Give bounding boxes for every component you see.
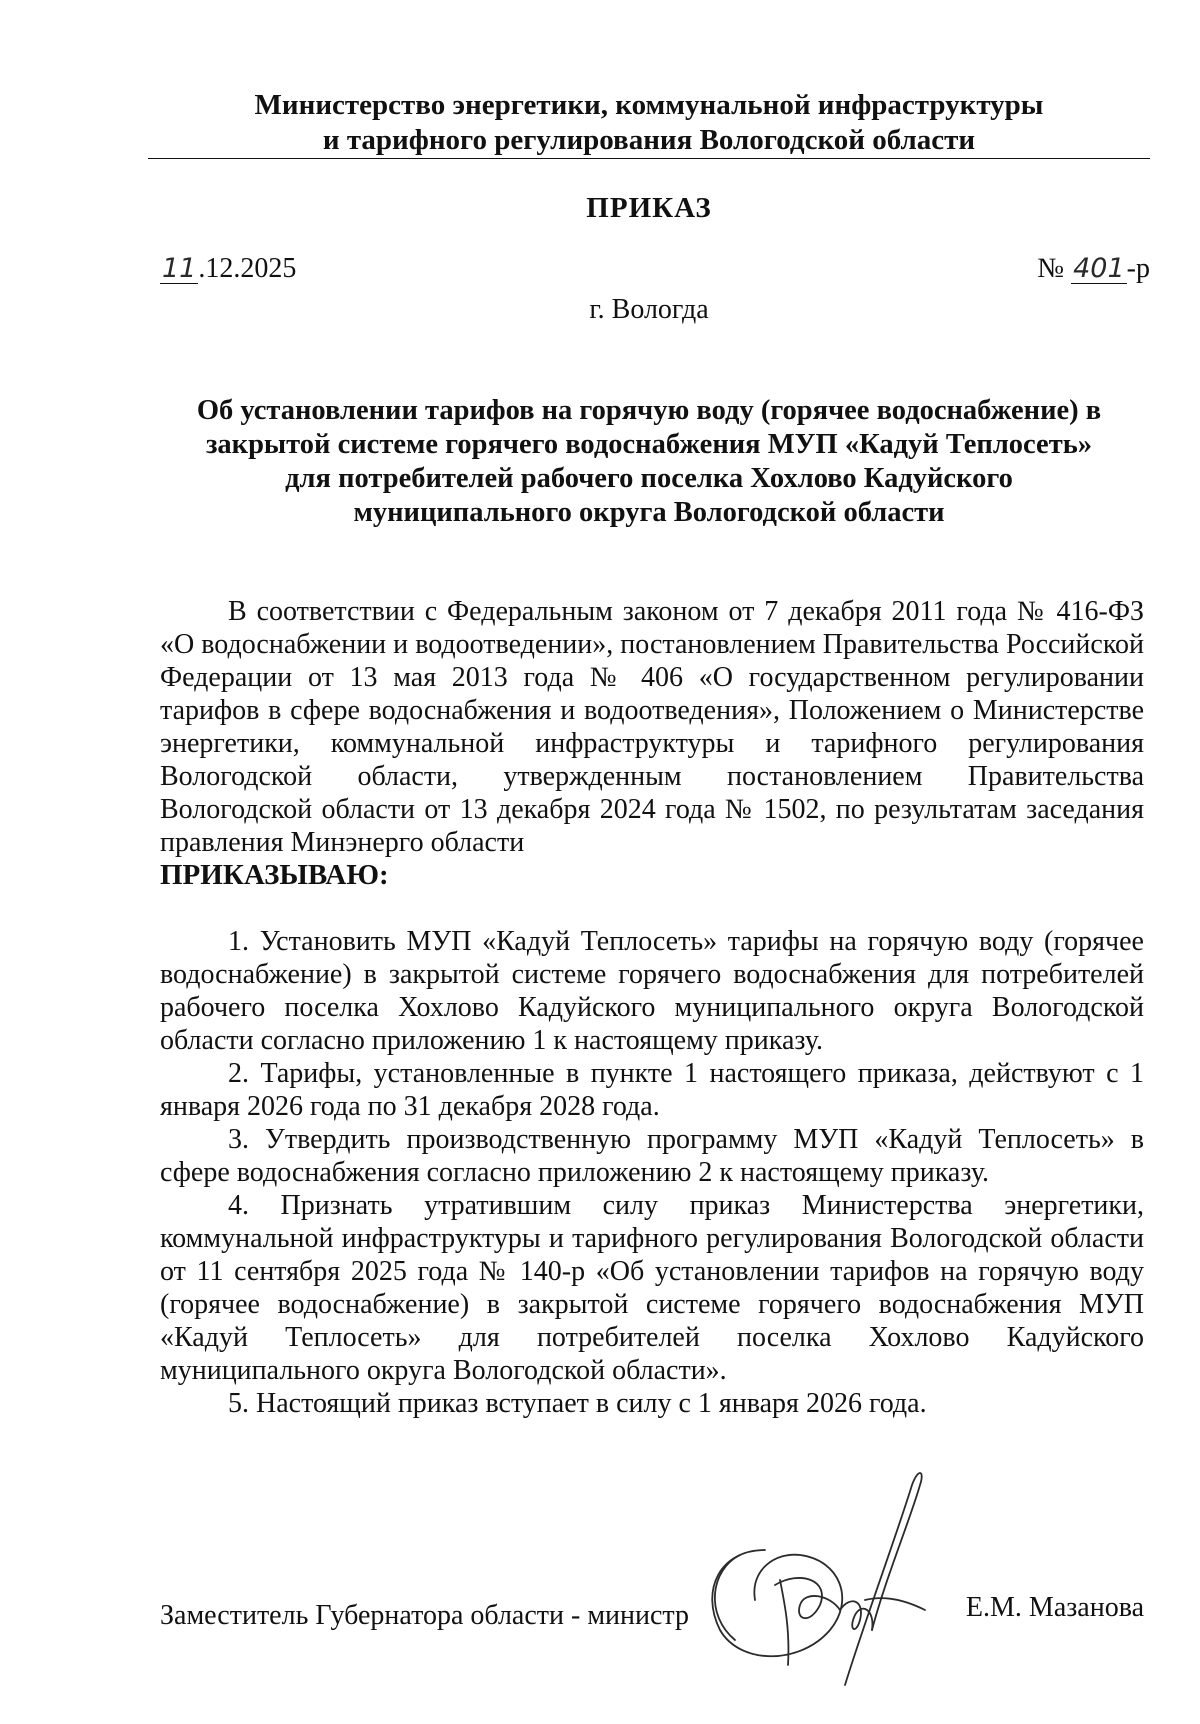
handwritten-signature — [680, 1430, 980, 1690]
subject-line-2: закрытой системе горячего водоснабжения МУП «Кадуй Теплосеть» — [205, 429, 1093, 460]
subject-line-4: муниципального округа Вологодской области — [353, 497, 945, 528]
order-item-3: 3. Утвердить производственную программу МУП «Кадуй Теплосеть» в сфере водоснабжения согласно приложению 2 к настоящему приказу. — [160, 1124, 1144, 1188]
order-verb: ПРИКАЗЫВАЮ: — [160, 859, 389, 891]
order-number-suffix: -р — [1126, 253, 1150, 284]
order-item-5: 5. Настоящий приказ вступает в силу с 1 января 2026 года. — [228, 1388, 927, 1419]
order-number — [1037, 253, 1150, 285]
order-city: г. Вологда — [589, 294, 709, 325]
preamble-paragraph: В соответствии с Федеральным законом от 7 декабря 2011 года № 416-ФЗ «О водоснабжении и водоотведении», постановлением Правительства Российской Федерации от 13 мая 2013 года № 406 «О государственном регулировании тарифов в сфере водоснабжения и водоотведения», Положением о Министерстве энергетики, коммунальной инфраструктуры и тарифного регулирования Вологодской области, утвержденным постановлением Правительства Вологодской области от 13 декабря 2024 года № 1502, по результатам заседания правления Минэнерго области — [160, 596, 1144, 858]
order-item-2: 2. Тарифы, установленные в пункте 1 настоящего приказа, действуют с 1 января 2026 года по 31 декабря 2028 года. — [160, 1058, 1144, 1122]
signatory-position: Заместитель Губернатора области - министр — [160, 1600, 689, 1631]
order-subject — [148, 394, 1150, 530]
order-item-4: 4. Признать утратившим силу приказ Министерства энергетики, коммунальной инфраструктуры и тарифного регулирования Вологодской области от 11 сентября 2025 года № 140-р «Об установлении тарифов на горячую воду (горячее водоснабжение) в закрытой системе горячего водоснабжения МУП «Кадуй Теплосеть» для потребителей поселка Хохлово Кадуйского муниципального округа Вологодской области». — [160, 1190, 1144, 1386]
header-divider — [148, 158, 1150, 159]
order-body — [160, 595, 1144, 1420]
ministry-header — [148, 88, 1150, 158]
order-date — [160, 253, 296, 285]
subject-line-3: для потребителей рабочего поселка Хохлово Кадуйского — [285, 463, 1013, 494]
ministry-line-1: Министерство энергетики, коммунальной инфраструктуры — [254, 89, 1044, 121]
order-items — [160, 925, 1144, 1420]
subject-line-1: Об установлении тарифов на горячую воду (горячее водоснабжение) в — [196, 395, 1102, 426]
order-item-1: 1. Установить МУП «Кадуй Теплосеть» тарифы на горячую воду (горячее водоснабжение) в закрытой системе горячего водоснабжения для потребителей рабочего поселка Хохлово Кадуйского муниципального округа Вологодской области согласно приложению 1 к настоящему приказу. — [160, 926, 1144, 1056]
order-title: ПРИКАЗ — [586, 192, 712, 224]
order-date-day: 11 — [162, 253, 197, 284]
ministry-line-2: и тарифного регулирования Вологодской области — [322, 124, 976, 156]
signatory-name: Е.М. Мазанова — [965, 1592, 1144, 1623]
order-date-month-year: .12.2025 — [198, 253, 297, 284]
order-number-value: 401 — [1073, 253, 1125, 284]
order-number-prefix: № — [1037, 253, 1065, 284]
